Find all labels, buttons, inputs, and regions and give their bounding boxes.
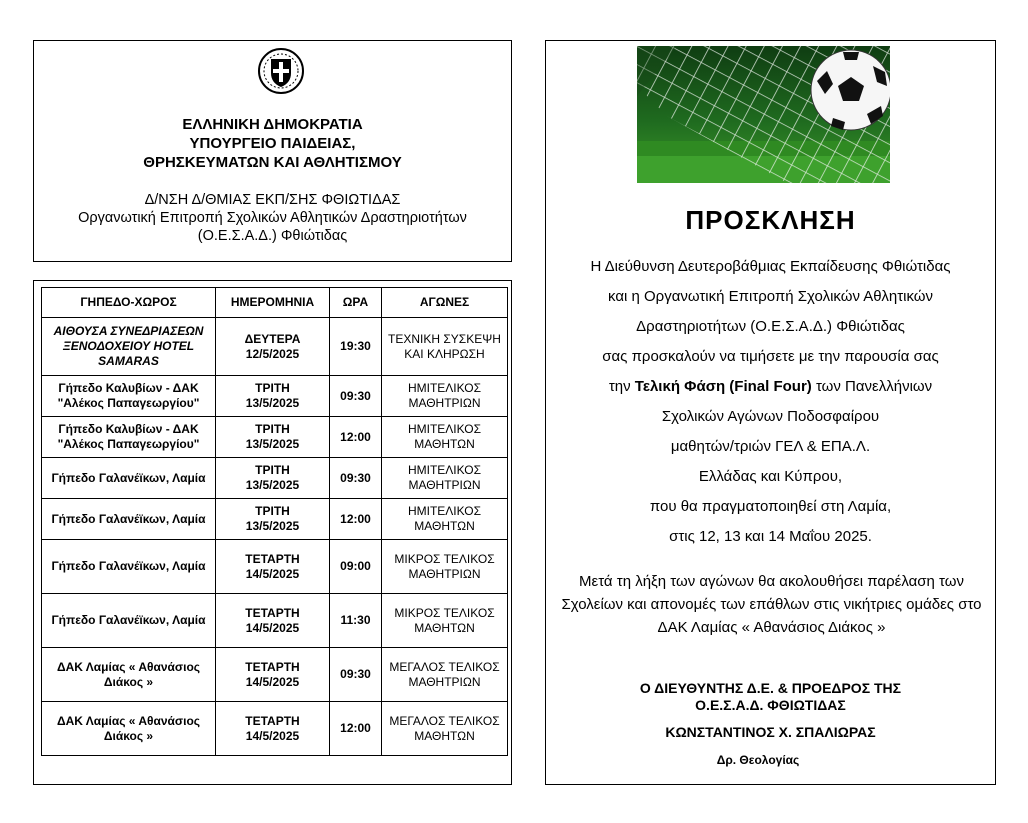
column-header-date: ΗΜΕΡΟΜΗΝΙΑ [216, 288, 330, 318]
day-label: ΔΕΥΤΕΡΑ [244, 331, 301, 346]
date-cell [216, 458, 330, 499]
signer-title-1: Ο ΔΙΕΥΘΥΝΤΗΣ Δ.Ε. & ΠΡΟΕΔΡΟΣ ΤΗΣ [639, 680, 902, 696]
table-row [42, 702, 508, 756]
day-label: ΤΡΙΤΗ [255, 463, 290, 477]
ministry-heading-1: ΥΠΟΥΡΓΕΙΟ ΠΑΙΔΕΙΑΣ, [189, 135, 356, 152]
table-row [42, 458, 508, 499]
date-cell [216, 594, 330, 648]
event-cell: ΤΕΧΝΙΚΗ ΣΥΣΚΕΨΗ ΚΑΙ ΚΛΗΡΩΣΗ [382, 318, 508, 376]
time-cell: 12:00 [330, 417, 382, 458]
schedule-panel [33, 280, 512, 785]
line-text: την [608, 378, 635, 395]
time-cell: 12:00 [330, 499, 382, 540]
date-label: 13/5/2025 [245, 519, 300, 533]
table-row [42, 417, 508, 458]
venue-cell: Γήπεδο Γαλανέϊκων, Λαμία [42, 540, 216, 594]
day-label: ΤΕΤΑΡΤΗ [245, 605, 300, 620]
event-cell: ΗΜΙΤΕΛΙΚΟΣ ΜΑΘΗΤΩΝ [382, 417, 508, 458]
date-cell [216, 648, 330, 702]
venue-cell: ΔΑΚ Λαμίας « Αθανάσιος Διάκος » [42, 702, 216, 756]
event-cell: ΜΙΚΡΟΣ ΤΕΛΙΚΟΣ ΜΑΘΗΤΡΙΩΝ [382, 540, 508, 594]
table-row [42, 648, 508, 702]
time-cell: 11:30 [330, 594, 382, 648]
event-cell: ΗΜΙΤΕΛΙΚΟΣ ΜΑΘΗΤΩΝ [382, 499, 508, 540]
date-cell [216, 499, 330, 540]
event-cell: ΜΕΓΑΛΟΣ ΤΕΛΙΚΟΣ ΜΑΘΗΤΩΝ [382, 702, 508, 756]
venue-cell: ΑΙΘΟΥΣΑ ΣΥΝΕΔΡΙΑΣΕΩΝ ΞΕΝΟΔΟΧΕΙΟΥ HOTEL SAMARAS [42, 318, 216, 376]
invitation-line: στις 12, 13 και 14 Μαΐου 2025. [669, 528, 872, 545]
invitation-line: Η Διεύθυνση Δευτεροβάθμιας Εκπαίδευσης Φθιώτιδας [590, 258, 951, 275]
date-label: 14/5/2025 [245, 620, 300, 635]
date-cell [216, 540, 330, 594]
date-cell [216, 318, 330, 376]
signer-degree: Δρ. Θεολογίας [716, 753, 800, 767]
invitation-line: Σχολικών Αγώνων Ποδοσφαίρου [661, 408, 880, 425]
time-cell: 12:00 [330, 702, 382, 756]
day-label: ΤΕΤΑΡΤΗ [245, 713, 300, 728]
venue-cell: Γήπεδο Γαλανέϊκων, Λαμία [42, 594, 216, 648]
invitation-line: και η Οργανωτική Επιτροπή Σχολικών Αθλητικών [608, 288, 933, 305]
column-header-time: ΩΡΑ [330, 288, 382, 318]
time-cell: 09:30 [330, 376, 382, 417]
event-cell: ΗΜΙΤΕΛΙΚΟΣ ΜΑΘΗΤΡΙΩΝ [382, 376, 508, 417]
table-row [42, 594, 508, 648]
date-cell [216, 376, 330, 417]
republic-heading: ΕΛΛΗΝΙΚΗ ΔΗΜΟΚΡΑΤΙΑ [182, 116, 363, 133]
schedule-header-row [42, 288, 508, 318]
date-cell [216, 417, 330, 458]
venue-cell: ΔΑΚ Λαμίας « Αθανάσιος Διάκος » [42, 648, 216, 702]
greek-seal-icon [257, 47, 305, 95]
day-label: ΤΕΤΑΡΤΗ [245, 551, 300, 566]
column-header-venue: ΓΗΠΕΔΟ-ΧΩΡΟΣ [42, 288, 216, 318]
ministry-heading-2: ΘΡΗΣΚΕΥΜΑΤΩΝ ΚΑΙ ΑΘΛΗΤΙΣΜΟΥ [143, 154, 402, 171]
date-cell [216, 702, 330, 756]
venue-cell: Γήπεδο Γαλανέϊκων, Λαμία [42, 458, 216, 499]
directorate-line: Δ/ΝΣΗ Δ/ΘΜΙΑΣ ΕΚΠ/ΣΗΣ ΦΘΙΩΤΙΔΑΣ [144, 192, 401, 208]
time-cell: 09:00 [330, 540, 382, 594]
football-net-photo [637, 46, 890, 183]
invitation-line: που θα πραγματοποιηθεί στη Λαμία, [649, 498, 892, 515]
time-cell: 09:30 [330, 648, 382, 702]
date-label: 13/5/2025 [245, 437, 300, 451]
schedule-table [41, 287, 508, 756]
day-label: ΤΡΙΤΗ [255, 381, 290, 395]
event-cell: ΜΙΚΡΟΣ ΤΕΛΙΚΟΣ ΜΑΘΗΤΩΝ [382, 594, 508, 648]
signer-name: ΚΩΝΣΤΑΝΤΙΝΟΣ Χ. ΣΠΑΛΙΩΡΑΣ [665, 724, 876, 740]
invitation-line: Ελλάδας και Κύπρου, [698, 468, 843, 485]
date-label: 13/5/2025 [245, 478, 300, 492]
time-cell: 19:30 [330, 318, 382, 376]
date-label: 14/5/2025 [245, 674, 300, 689]
day-label: ΤΡΙΤΗ [255, 504, 290, 518]
invitation-title: ΠΡΟΣΚΛΗΣΗ [685, 205, 856, 235]
table-row [42, 499, 508, 540]
committee-line-2: (Ο.Ε.Σ.Α.Δ.) Φθιώτιδας [197, 228, 348, 244]
closing-paragraph: Μετά τη λήξη των αγώνων θα ακολουθήσει παρέλαση των Σχολείων και απονομές των επάθλων στις νικήτριες ομάδες στο ΔΑΚ Λαμίας « Αθανάσιος Διάκος » [561, 573, 982, 636]
date-label: 12/5/2025 [245, 346, 300, 361]
date-label: 14/5/2025 [245, 728, 300, 743]
table-row [42, 376, 508, 417]
invitation-line: Δραστηριοτήτων (Ο.Ε.Σ.Α.Δ.) Φθιώτιδας [636, 318, 905, 335]
signer-title-2: Ο.Ε.Σ.Α.Δ. ΦΘΙΩΤΙΔΑΣ [695, 697, 846, 713]
date-label: 14/5/2025 [245, 566, 300, 581]
table-row [42, 540, 508, 594]
line-text: των Πανελλήνιων [811, 378, 933, 395]
event-cell: ΜΕΓΑΛΟΣ ΤΕΛΙΚΟΣ ΜΑΘΗΤΡΙΩΝ [382, 648, 508, 702]
column-header-matches: ΑΓΩΝΕΣ [382, 288, 508, 318]
day-label: ΤΡΙΤΗ [255, 422, 290, 436]
date-label: 13/5/2025 [245, 396, 300, 410]
venue-cell: Γήπεδο Καλυβίων - ΔΑΚ "Αλέκος Παπαγεωργίου" [42, 376, 216, 417]
event-cell: ΗΜΙΤΕΛΙΚΟΣ ΜΑΘΗΤΡΙΩΝ [382, 458, 508, 499]
invitation-panel [545, 40, 996, 785]
table-row [42, 318, 508, 376]
letterhead-panel [33, 40, 512, 262]
venue-cell: Γήπεδο Γαλανέϊκων, Λαμία [42, 499, 216, 540]
invitation-line [546, 378, 995, 396]
invitation-line: μαθητών/τριών ΓΕΛ & ΕΠΑ.Λ. [670, 438, 871, 455]
committee-line-1: Οργανωτική Επιτροπή Σχολικών Αθλητικών Δραστηριοτήτων [78, 210, 467, 226]
invitation-line: σας προσκαλούν να τιμήσετε με την παρουσία σας [602, 348, 939, 365]
time-cell: 09:30 [330, 458, 382, 499]
day-label: ΤΕΤΑΡΤΗ [245, 659, 300, 674]
final-four-label: Τελική Φάση (Final Four) [634, 378, 812, 395]
venue-cell: Γήπεδο Καλυβίων - ΔΑΚ "Αλέκος Παπαγεωργίου" [42, 417, 216, 458]
